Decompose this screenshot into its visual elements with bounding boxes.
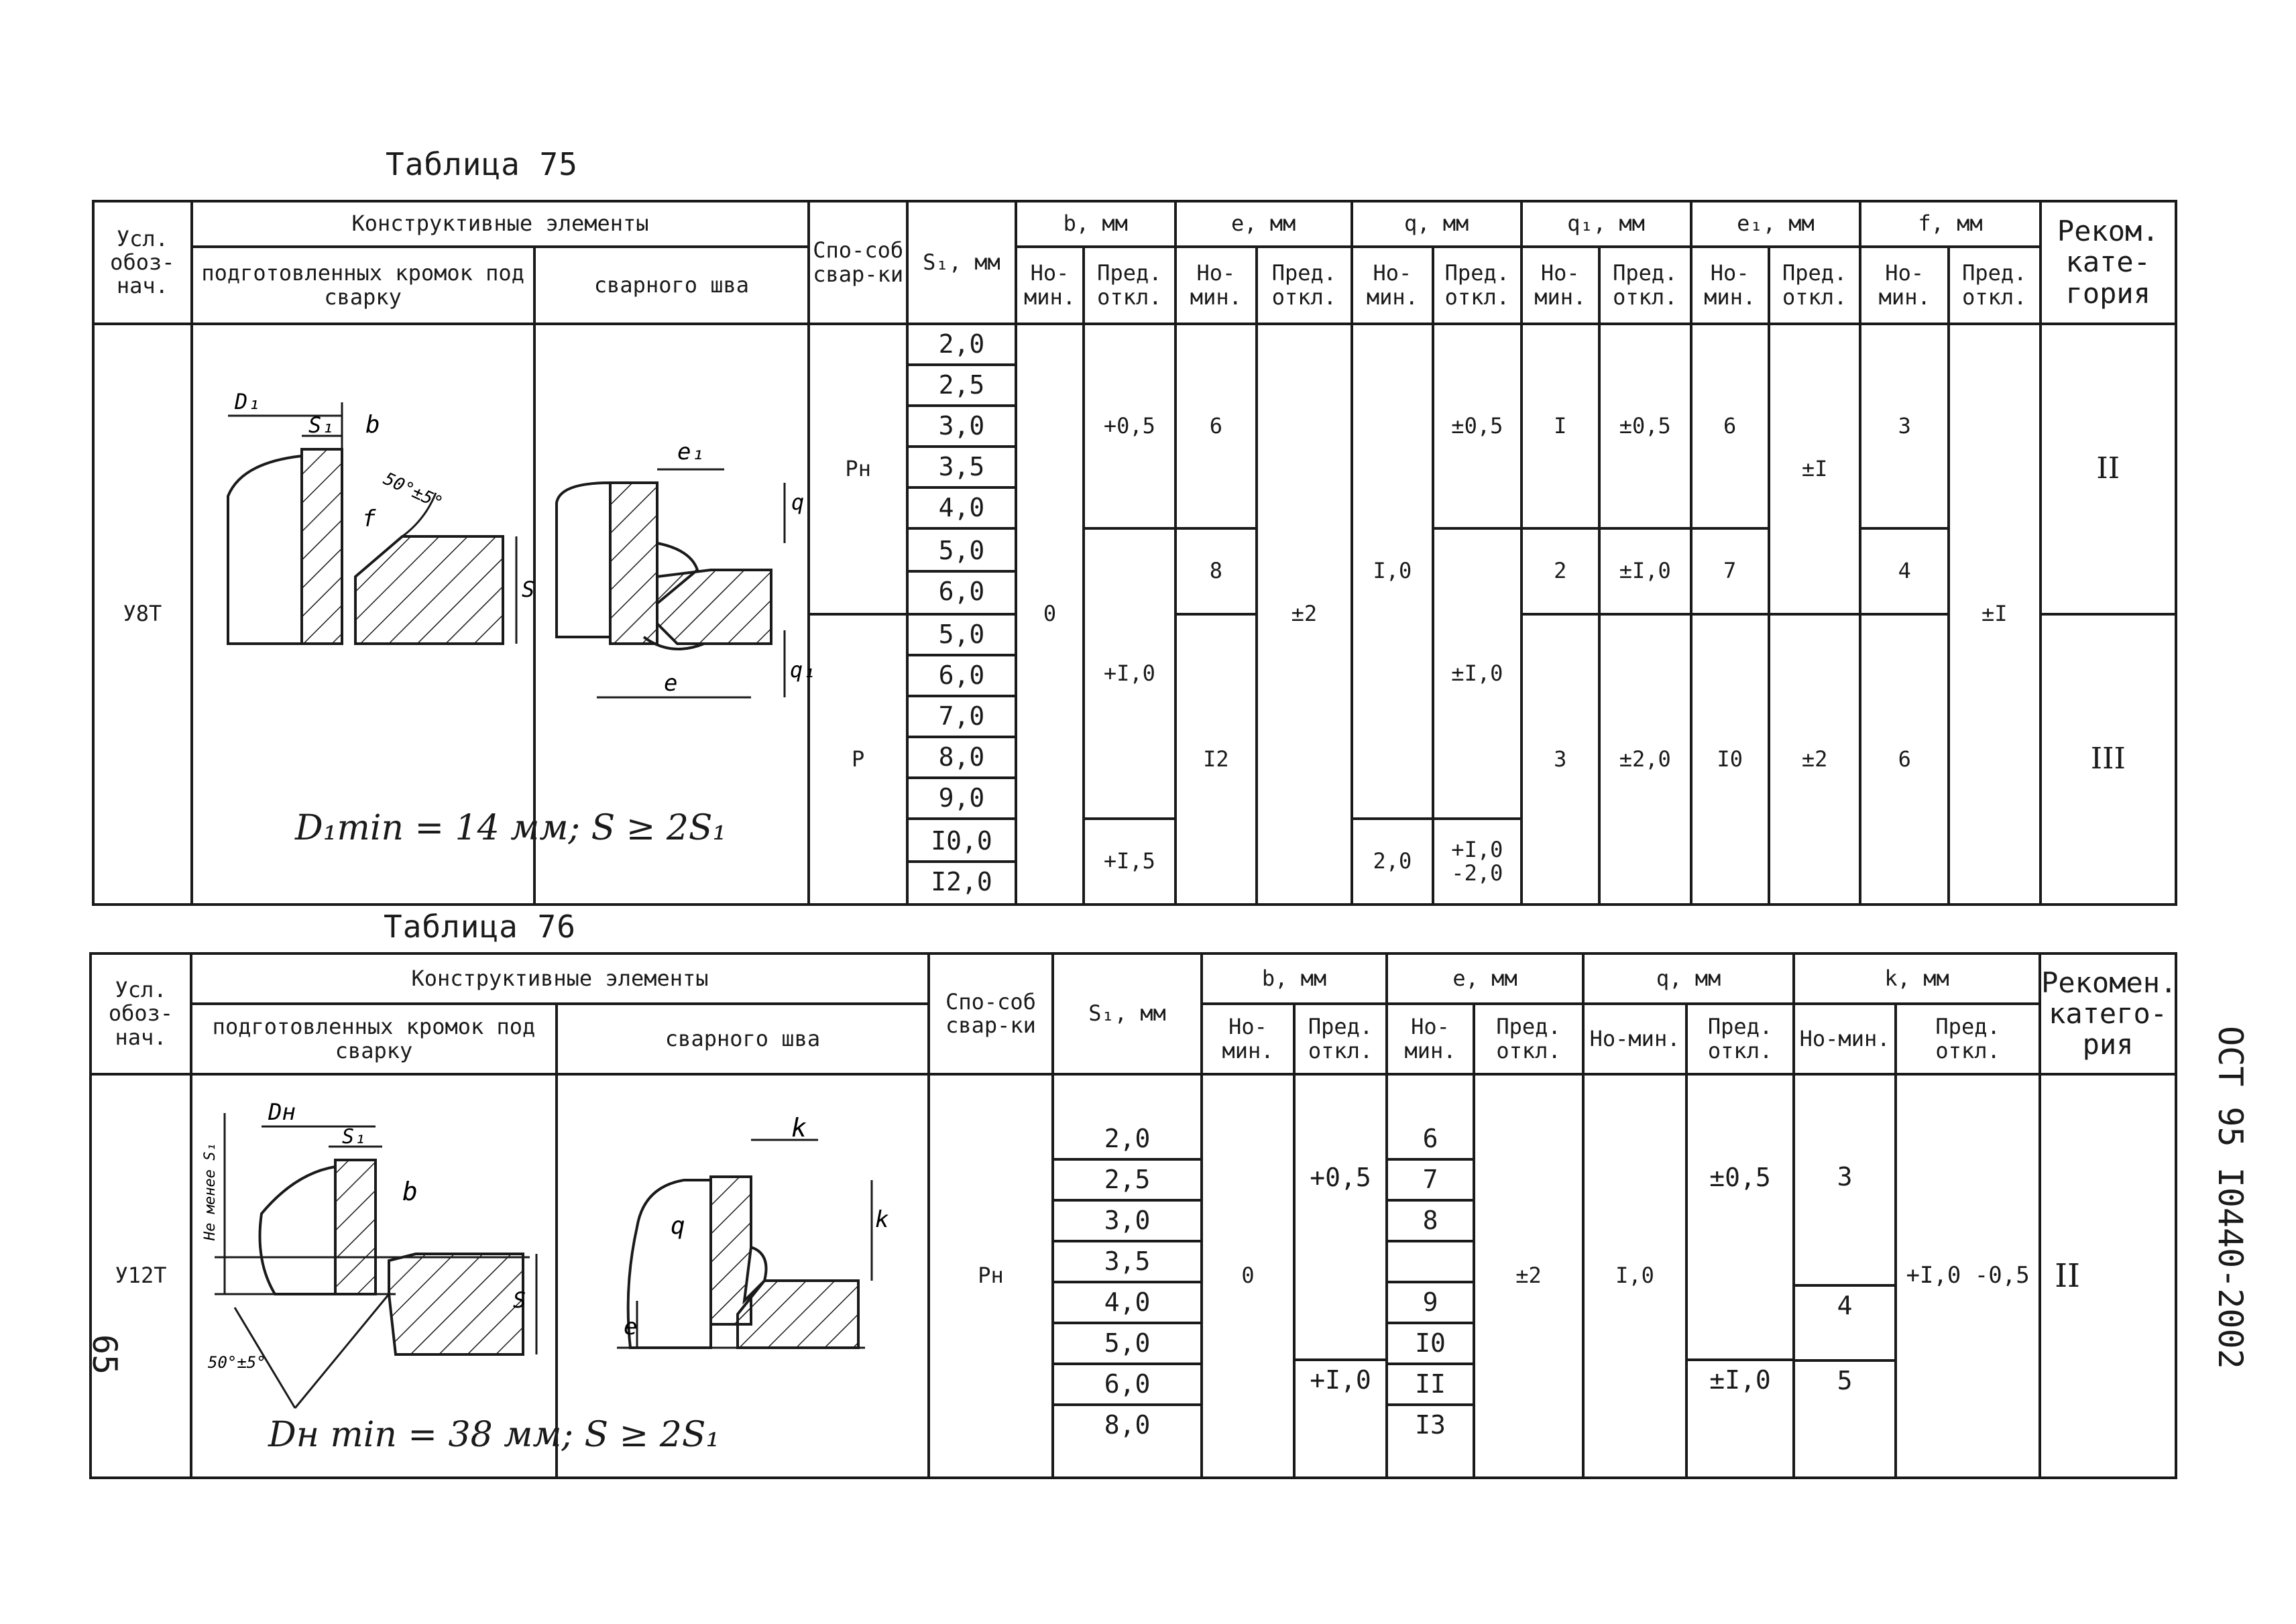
t76-q-dev-1: ±0,5 <box>1709 1163 1771 1193</box>
t76-h-rec: Рекомен. катего-рия <box>2040 953 2176 1074</box>
t75-prepared-sketch <box>201 375 536 677</box>
t75-s1-value: 9,0 <box>938 783 985 813</box>
t75-h-f: f, мм <box>1860 201 2040 247</box>
t75-q-dev-1: ±0,5 <box>1433 324 1522 528</box>
t76-sketch-label-min: Не менее S₁ <box>202 1143 219 1240</box>
t75-f-nom-3: 6 <box>1860 614 1949 905</box>
t75-sketch-label-f: f <box>362 506 376 532</box>
t75-sketch-label-s: S <box>522 577 535 602</box>
t75-h-e1: e₁, мм <box>1691 201 1861 247</box>
t75-e-nom-1: 6 <box>1175 324 1257 528</box>
t76-h-k: k, мм <box>1794 953 2040 1004</box>
t76-h-k-dev: Пред. откл. <box>1896 1004 2040 1074</box>
t75-b-dev-3: +I,5 <box>1084 819 1175 905</box>
t76-rec: II <box>2040 1074 2176 1478</box>
t76-s1-value: 8,0 <box>1104 1410 1151 1440</box>
t75-h-elements: Конструктивные элементы <box>192 201 809 247</box>
t76-sketch-label-s: S <box>513 1287 526 1313</box>
t76-prepared-sketch <box>194 1086 543 1422</box>
t75-q1-nom-2: 2 <box>1522 528 1599 614</box>
t76-k-dev: +I,0 -0,5 <box>1896 1074 2040 1478</box>
t76-h-b-dev: Пред. откл. <box>1294 1004 1387 1074</box>
t76-k-nom-3: 5 <box>1795 1359 1894 1395</box>
t75-h-rec: Реком. кате-гория <box>2041 201 2176 324</box>
t76-q-dev-cell <box>1686 1074 1794 1478</box>
t76-sketch-label-e: e <box>624 1314 638 1340</box>
t76-h-elements: Конструктивные элементы <box>191 953 929 1004</box>
t76-h-q-nom: Но-мин. <box>1583 1004 1686 1074</box>
t76-sketch-label-k2: k <box>875 1206 889 1233</box>
t75-h-q-nom: Но-мин. <box>1352 247 1433 324</box>
t76-weld-sketch <box>604 1113 899 1381</box>
t75-s1-value: 3,0 <box>909 407 1015 448</box>
t76-e-nom-value: II <box>1388 1365 1473 1406</box>
table75-caption: Таблица 75 <box>386 146 578 182</box>
t75-f-nom-1: 3 <box>1860 324 1949 528</box>
t75-code: У8Т <box>93 324 192 905</box>
t75-sketch-label-angle: 50°±5° <box>380 469 446 514</box>
t76-e-nom-value <box>1388 1242 1473 1283</box>
t75-s1-value: I2,0 <box>931 867 992 896</box>
t75-h-prepared: подготовленных кромок под сварку <box>192 247 534 324</box>
t76-e-nom-cell <box>1387 1074 1474 1478</box>
t75-s1-value: 6,0 <box>938 577 985 606</box>
t75-e-nom-3: I2 <box>1175 614 1257 905</box>
t75-s1-value: 2,0 <box>909 325 1015 366</box>
t76-h-k-nom: Но-мин. <box>1794 1004 1896 1074</box>
t75-q1-nom-3: 3 <box>1522 614 1599 905</box>
t76-b-nom: 0 <box>1202 1074 1294 1478</box>
t76-b-dev-1: +0,5 <box>1310 1163 1371 1193</box>
page-number: 65 <box>85 1334 124 1375</box>
t75-h-weld: сварного шва <box>534 247 809 324</box>
t75-b-nom: 0 <box>1016 324 1084 905</box>
t75-sketch-label-s1: S₁ <box>308 412 335 438</box>
t75-f-nom-2: 4 <box>1860 528 1949 614</box>
t75-e1-dev-1: ±I <box>1769 324 1861 614</box>
t75-rec-1: II <box>2041 324 2176 614</box>
t75-q-nom-1: I,0 <box>1352 324 1433 819</box>
t75-e1-nom-3: I0 <box>1691 614 1769 905</box>
t75-sketch-label-e: e <box>664 670 678 697</box>
t75-h-e-dev: Пред. откл. <box>1257 247 1352 324</box>
t76-sketch-label-q: q <box>671 1212 685 1240</box>
t75-sketch-label-e1: e₁ <box>677 439 705 465</box>
t75-q1-dev-3: ±2,0 <box>1599 614 1691 905</box>
t76-e-nom-value: 6 <box>1388 1120 1473 1161</box>
t75-h-code: Усл. обоз-нач. <box>93 201 192 324</box>
t75-s1-value: 6,0 <box>909 656 1015 697</box>
t76-h-q-dev: Пред. откл. <box>1686 1004 1794 1074</box>
t76-s1-value: 2,0 <box>1054 1120 1200 1161</box>
t75-method-r: Р <box>809 614 907 905</box>
t75-h-f-nom: Но-мин. <box>1860 247 1949 324</box>
t75-e-nom-2: 8 <box>1175 528 1257 614</box>
t75-rec-2: III <box>2041 614 2176 905</box>
t76-s1-value: 4,0 <box>1054 1283 1200 1324</box>
t76-h-code: Усл. обоз-нач. <box>91 953 191 1074</box>
t75-sketch-label-d1: D₁ <box>235 389 261 414</box>
t76-h-e-dev: Пред. откл. <box>1474 1004 1583 1074</box>
t76-code: У12Т <box>91 1074 191 1478</box>
t76-q-dev-2: ±I,0 <box>1688 1358 1792 1395</box>
t75-e1-nom-1: 6 <box>1691 324 1769 528</box>
t75-h-e1-dev: Пред. откл. <box>1769 247 1861 324</box>
t75-h-e: e, мм <box>1175 201 1352 247</box>
t75-h-s1: S₁, мм <box>907 201 1016 324</box>
t75-s1-value: 7,0 <box>909 697 1015 738</box>
t75-s1-value: 5,0 <box>909 616 1015 656</box>
t76-e-nom-value: I0 <box>1388 1324 1473 1365</box>
t75-h-q-dev: Пред. откл. <box>1433 247 1522 324</box>
t76-s1-value: 5,0 <box>1054 1324 1200 1365</box>
t75-s1-value: 8,0 <box>909 738 1015 779</box>
t75-e1-dev-3: ±2 <box>1769 614 1861 905</box>
t76-b-dev-cell <box>1294 1074 1387 1478</box>
t75-h-q: q, мм <box>1352 201 1522 247</box>
t76-q-nom: I,0 <box>1583 1074 1686 1478</box>
t76-k-nom-2: 4 <box>1795 1284 1894 1359</box>
t75-sketch-label-q: q <box>791 489 805 515</box>
t76-s1-cell <box>1053 1074 1202 1478</box>
t76-h-b: b, мм <box>1202 953 1387 1004</box>
t76-h-q: q, мм <box>1583 953 1794 1004</box>
t75-q-dev-3: +I,0 -2,0 <box>1433 819 1522 905</box>
t76-s1-value: 2,5 <box>1054 1161 1200 1202</box>
t75-f-dev: ±I <box>1949 324 2041 905</box>
t75-h-b: b, мм <box>1016 201 1175 247</box>
t75-sketch-label-q1: q₁ <box>790 657 816 683</box>
t75-h-e-nom: Но-мин. <box>1175 247 1257 324</box>
t76-b-dev-2: +I,0 <box>1296 1358 1385 1395</box>
t75-e1-nom-2: 7 <box>1691 528 1769 614</box>
t75-h-q1-dev: Пред. откл. <box>1599 247 1691 324</box>
t75-h-q1-nom: Но-мин. <box>1522 247 1599 324</box>
t75-s1-group1 <box>907 324 1016 528</box>
t76-h-b-nom: Но-мин. <box>1202 1004 1294 1074</box>
t75-s1-value: 3,5 <box>909 448 1015 489</box>
t76-h-e-nom: Но-мин. <box>1387 1004 1474 1074</box>
t76-sketch-label-b: b <box>402 1177 418 1206</box>
t75-s1-group2 <box>907 528 1016 614</box>
t75-s1-group3 <box>907 614 1016 819</box>
t76-e-nom-value: 9 <box>1388 1283 1473 1324</box>
t76-h-s1: S₁, мм <box>1053 953 1202 1074</box>
t76-k-nom-1: 3 <box>1837 1162 1853 1192</box>
t75-s1-value: I0,0 <box>909 822 1015 863</box>
t76-h-weld: сварного шва <box>557 1004 929 1074</box>
t75-s1-value: 5,0 <box>909 532 1015 573</box>
t76-s1-value: 6,0 <box>1054 1365 1200 1406</box>
t76-h-prepared: подготовленных кромок под сварку <box>191 1004 557 1074</box>
t75-h-b-dev: Пред. откл. <box>1084 247 1175 324</box>
t76-h-method: Спо-соб свар-ки <box>929 953 1053 1074</box>
t76-sketch-label-k: k <box>791 1113 807 1143</box>
standard-number: ОСТ 95 I0440-2002 <box>2211 1026 2250 1369</box>
t75-s1-value: 2,5 <box>909 366 1015 407</box>
t75-e-dev: ±2 <box>1257 324 1352 905</box>
t76-sketch-label-dh: Dн <box>268 1099 296 1126</box>
t76-formula: Dн min = 38 мм; S ≥ 2S₁ <box>268 1415 720 1455</box>
table76-caption: Таблица 76 <box>384 909 576 945</box>
t75-sketch-label-b: b <box>365 411 380 439</box>
t76-s1-value: 3,5 <box>1054 1242 1200 1283</box>
t76-h-e: e, мм <box>1387 953 1583 1004</box>
t75-q1-nom-1: I <box>1522 324 1599 528</box>
t75-s1-group4 <box>907 819 1016 905</box>
t75-h-b-nom: Но-мин. <box>1016 247 1084 324</box>
t75-q1-dev-1: ±0,5 <box>1599 324 1691 528</box>
t75-q-nom-2: 2,0 <box>1352 819 1433 905</box>
t75-weld-sketch <box>543 429 816 717</box>
t76-e-nom-value: I3 <box>1415 1410 1446 1440</box>
t76-e-dev: ±2 <box>1474 1074 1583 1478</box>
t75-q-dev-2: ±I,0 <box>1433 528 1522 819</box>
t76-e-nom-value: 8 <box>1388 1202 1473 1242</box>
t75-b-dev-2: +I,0 <box>1084 528 1175 819</box>
t76-e-nom-value: 7 <box>1388 1161 1473 1202</box>
t75-s1-value: 4,0 <box>938 493 985 522</box>
t75-h-q1: q₁, мм <box>1522 201 1691 247</box>
t76-sketch-label-s1: S₁ <box>342 1125 367 1149</box>
t76-s1-value: 3,0 <box>1054 1202 1200 1242</box>
t76-k-nom-cell <box>1794 1074 1896 1478</box>
t75-h-method: Спо-соб свар-ки <box>809 201 907 324</box>
t75-method-rn: Рн <box>809 324 907 614</box>
t76-method: Рн <box>929 1074 1053 1478</box>
t75-b-dev-1: +0,5 <box>1084 324 1175 528</box>
t75-h-f-dev: Пред. откл. <box>1949 247 2041 324</box>
t76-sketch-label-angle: 50°±5° <box>208 1353 266 1372</box>
t75-h-e1-nom: Но-мин. <box>1691 247 1769 324</box>
t75-q1-dev-2: ±I,0 <box>1599 528 1691 614</box>
t75-formula: D₁min = 14 мм; S ≥ 2S₁ <box>295 808 727 848</box>
